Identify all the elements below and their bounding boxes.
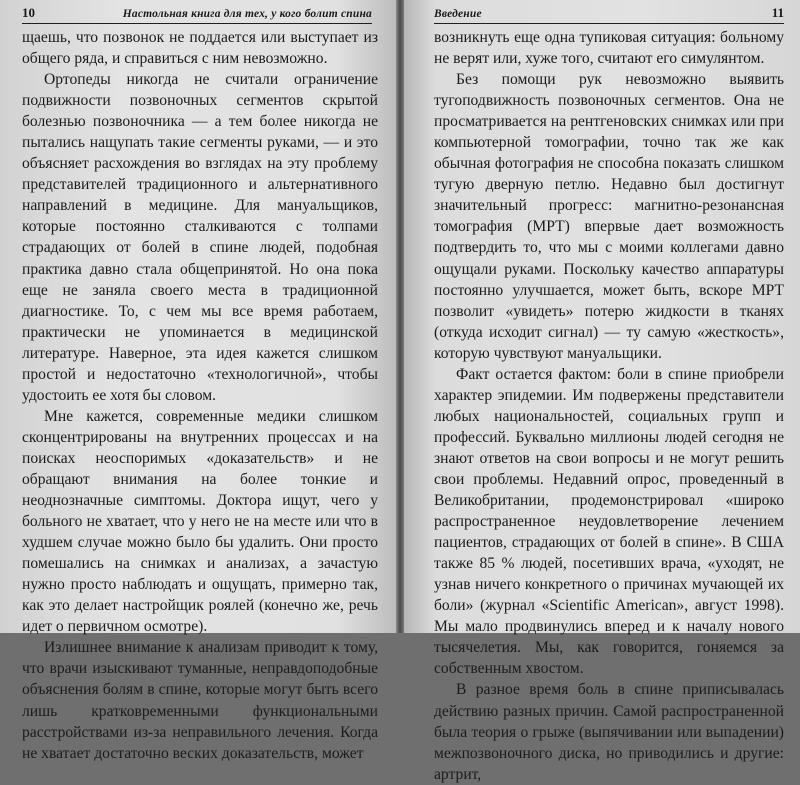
paragraph: щаешь, что позвонок не поддается или выступает из общего ряда, и справиться с ним невозможно. — [22, 29, 378, 68]
paragraph: В разное время боль в спине приписывалась действию разных причин. Самой распространенной была теория о грыже (выпячивании или выпадении) межпозвоночного диска, но приводились и другие: артрит, — [434, 681, 784, 783]
paragraph: Излишнее внимание к анализам приводит к тому, что врачи изыскивают туманные, неправдоподобные объяснения болям в спине, которые могут быть всего лишь кратковременными функциональными расстройствами из-за неправильного лечения. Когда не хватает достаточно веских доказательств, может — [22, 639, 378, 762]
paragraph: Ортопеды никогда не считали ограничение подвижности позвоночных сегментов скрытой болезнью позвоночника — а тем более никогда не пытались нащупать такие сегменты руками, — и это объясняет расхождения во взглядах на эту проблему представителей традиционного и альтернативного направлений в медицине. Для мануальщиков, которые постоянно сталкиваются с толпами страдающих от болей в спине людей, подобная практика давно стала общепринятой. Но она пока еще не заняла своего места в традиционной диагностике. То, с чем мы все время работаем, практически не упоминается в медицинской литературе. Наверное, эта идея кажется слишком простой и недостаточно «технологичной», чтобы удостоить ее хотя бы словом. — [22, 71, 378, 404]
running-head-right — [434, 6, 784, 24]
running-head-left — [22, 6, 372, 24]
paragraph: Факт остается фактом: боли в спине приобрели характер эпидемии. Им подвержены представители любых национальностей, социальных групп и профессий. Буквально миллионы людей сегодня не знают ответов на свои вопросы и не могут решить свои проблемы. Недавний опрос, проведенный в Великобритании, продемонстрировал «широко распространенное неудовлетворение лечением пациентов, страдающих от болей в спине». В США также 85 % людей, посетивших врача, «уходят, не узнав ничего конкретного о причинах мучающей их боли» (журнал «Scientific American», август 1998). Мы мало продвинулись вперед и к началу нового тысячелетия. Мы, как говорится, гоняемся за собственным хвостом. — [434, 365, 784, 678]
right-page — [404, 0, 800, 783]
book-gutter — [396, 0, 404, 633]
paragraph: Без помощи рук невозможно выявить тугоподвижность позвоночных сегментов. Она не просматривается на рентгеновских снимках или при компьютерной томографии, точно так же как обычная фотография не способна показать слишком тугую дверную петлю. Недавно был достигнут значительный прогресс: магнитно-резонансная томография (МРТ) впервые дает возможность подтвердить то, что мы с моими коллегами давно ощущали руками. Поскольку качество аппаратуры постоянно улучшается, может быть, вскоре МРТ позволит «увидеть» потерю жидкости в тканях (откуда исходит сигнал) — ту самую «жесткость», которую чувствуют мануальщики. — [434, 71, 784, 362]
chapter-title-header: Введение — [434, 8, 482, 20]
right-page-body — [434, 27, 784, 785]
left-page — [0, 0, 396, 762]
page-number-right: 11 — [771, 5, 784, 20]
page-number-left: 10 — [22, 5, 35, 20]
paragraph: возникнуть еще одна тупиковая ситуация: больному не верят или, хуже того, считают его симулянтом. — [434, 29, 784, 68]
left-page-body — [22, 27, 378, 764]
paragraph: Мне кажется, современные медики слишком сконцентрированы на внутренних процессах и на поисках неоспоримых «доказательств» и не обращают внимания на более тонкие и неоднозначные симптомы. Доктора ищут, чего у больного не хватает, что у него не на месте или что в худшем случае можно было бы удалить. Они просто помешались на снимках и анализах, а зачастую нужно просто наблюдать и ощущать, примерно так, как это делает настройщик роялей (конечно же, речь идет о первичном осмотре). — [22, 407, 378, 636]
book-title-header: Настольная книга для тех, у кого болит спина — [122, 8, 372, 20]
